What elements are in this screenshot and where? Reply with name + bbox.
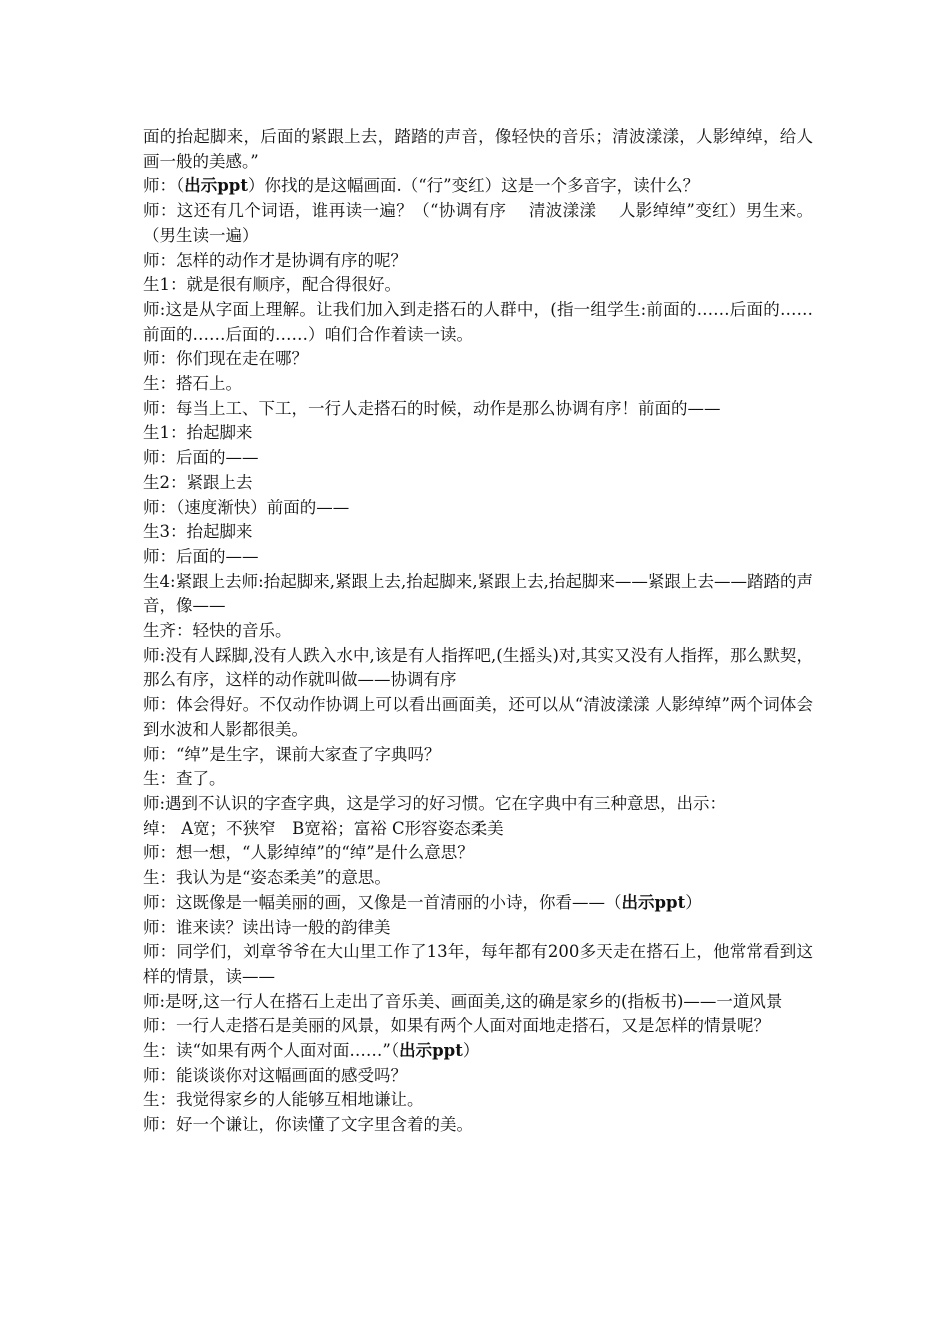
text-run: 师:是呀,这一行人在搭石上走出了音乐美、画面美,这的确是家乡的(指板书)——一道风景	[143, 991, 783, 1011]
text-run: 师:没有人踩脚,没有人跌入水中,该是有人指挥吧,(生摇头)对,其实又没有人指挥，那么默契，那么有序，这样的动作就叫做——协调有序	[143, 645, 813, 690]
paragraph	[143, 1039, 813, 1064]
paragraph	[143, 372, 813, 397]
text-run: 师：“绰”是生字，课前大家查了字典吗？	[143, 744, 441, 764]
paragraph	[143, 767, 813, 792]
paragraph	[143, 545, 813, 570]
text-run: 师：好一个谦让，你读懂了文字里含着的美。	[143, 1115, 473, 1135]
paragraph	[143, 1088, 813, 1113]
paragraph	[143, 397, 813, 422]
paragraph	[143, 644, 813, 693]
text-run: 师：后面的——	[143, 448, 259, 468]
paragraph	[143, 298, 813, 347]
paragraph	[143, 199, 813, 248]
text-run: 师：这既像是一幅美丽的画，又像是一首清丽的小诗，你看——（	[143, 892, 622, 912]
paragraph	[143, 693, 813, 742]
text-run: 师：这还有几个词语，谁再读一遍？（“协调有序 清波漾漾 人影绰绰”变红）男生来。（男生读一遍）	[143, 201, 813, 245]
document-body	[143, 125, 813, 1138]
text-run: 生：我认为是“姿态柔美”的意思。	[143, 868, 391, 888]
text-run: 生齐：轻快的音乐。	[143, 621, 292, 641]
text-run: 师:这是从字面上理解。让我们加入到走搭石的人群中，(指一组学生:前面的……后面的……前面的……后面的……）咱们合作着读一读。	[143, 299, 813, 344]
text-run: 师：（速度渐快）前面的——	[143, 497, 350, 517]
paragraph	[143, 792, 813, 817]
text-run: 师：体会得好。不仅动作协调上可以看出画面美，还可以从“清波漾漾 人影绰绰”两个词体会到水波和人影都很美。	[143, 695, 813, 739]
paragraph	[143, 520, 813, 545]
bold-text-run: 出示ppt	[621, 892, 686, 912]
paragraph	[143, 471, 813, 496]
paragraph	[143, 496, 813, 521]
text-run: ）你找的是这幅画面.（“行”变红）这是一个多音字，读什么？	[247, 176, 700, 196]
paragraph	[143, 743, 813, 768]
paragraph	[143, 916, 813, 941]
text-run: 生1：就是很有顺序，配合得很好。	[143, 275, 401, 295]
text-run: 生3：抬起脚来	[143, 522, 253, 542]
text-run: 师：怎样的动作才是协调有序的呢？	[143, 250, 407, 270]
paragraph	[143, 866, 813, 891]
text-run: 绰： A宽；不狭窄 B宽裕；富裕 C形容姿态柔美	[143, 818, 504, 838]
bold-text-run: 出示ppt	[184, 176, 248, 196]
paragraph	[143, 1113, 813, 1138]
paragraph	[143, 1064, 813, 1089]
text-run: 师：一行人走搭石是美丽的风景，如果有两个人面对面地走搭石，又是怎样的情景呢？	[143, 1016, 770, 1036]
paragraph	[143, 347, 813, 372]
paragraph	[143, 273, 813, 298]
paragraph	[143, 249, 813, 274]
paragraph	[143, 174, 813, 199]
text-run: 生：我觉得家乡的人能够互相地谦让。	[143, 1090, 424, 1110]
paragraph	[143, 446, 813, 471]
text-run: 师：同学们，刘章爷爷在大山里工作了13年，每年都有200多天走在搭石上，他常常看到这样的情景，读——	[143, 942, 813, 986]
text-run: 生：搭石上。	[143, 374, 242, 394]
paragraph	[143, 940, 813, 989]
text-run: 生：查了。	[143, 769, 226, 789]
text-run: 师：后面的——	[143, 546, 259, 566]
text-run: 师：每当上工、下工，一行人走搭石的时候，动作是那么协调有序！前面的——	[143, 398, 721, 418]
text-run: ）	[685, 892, 702, 912]
paragraph	[143, 1014, 813, 1039]
text-run: ）	[462, 1041, 480, 1061]
text-run: 生2：紧跟上去	[143, 472, 253, 492]
paragraph	[143, 817, 813, 842]
text-run: 生：读“如果有两个人面对面……”（	[143, 1041, 400, 1061]
text-run: 师：能谈谈你对这幅画面的感受吗？	[143, 1065, 407, 1085]
paragraph	[143, 619, 813, 644]
paragraph	[143, 990, 813, 1015]
paragraph	[143, 570, 813, 619]
text-run: 生4:紧跟上去师:抬起脚来,紧跟上去,抬起脚来,紧跟上去,抬起脚来——紧跟上去——踏踏的声音，像——	[143, 571, 813, 616]
text-run: 师：（	[143, 176, 185, 196]
paragraph	[143, 841, 813, 866]
text-run: 面的抬起脚来，后面的紧跟上去，踏踏的声音，像轻快的音乐；清波漾漾，人影绰绰，给人画一般的美感。”	[143, 127, 813, 171]
text-run: 师:遇到不认识的字查字典，这是学习的好习惯。它在字典中有三种意思，出示：	[143, 793, 727, 813]
paragraph	[143, 125, 813, 174]
bold-text-run: 出示ppt	[399, 1041, 463, 1061]
text-run: 生1：抬起脚来	[143, 423, 253, 443]
text-run: 师：你们现在走在哪？	[143, 349, 308, 369]
text-run: 师：谁来读？读出诗一般的韵律美	[143, 917, 391, 937]
paragraph	[143, 891, 813, 916]
paragraph	[143, 421, 813, 446]
text-run: 师：想一想，“人影绰绰”的“绰”是什么意思？	[143, 843, 474, 863]
